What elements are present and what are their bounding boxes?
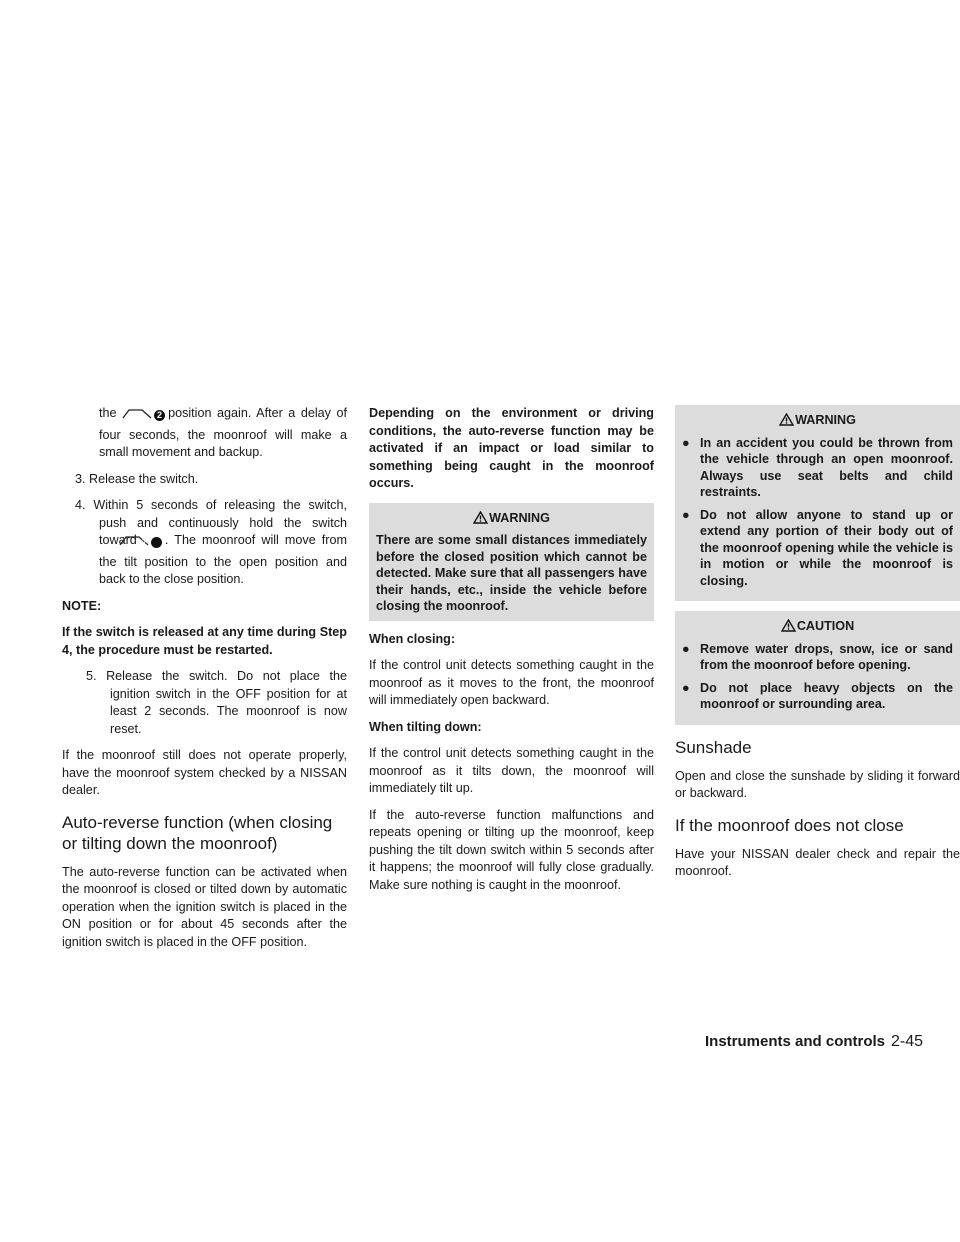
caution-triangle-icon [781,619,796,632]
note-text: If the switch is released at any time during Step 4, the procedure must be restarted. [62,625,347,657]
when-closing-label: When closing: [369,631,456,646]
list-item [682,641,953,674]
warning-box [369,503,654,621]
warning-heading [376,510,647,527]
note-label: NOTE: [62,598,102,613]
warning-box [675,405,960,601]
text: the [99,406,117,420]
page-number: 2-45 [891,1033,924,1050]
warning-title: WARNING [795,413,856,427]
bullet: ● [682,435,690,450]
caution-box [675,611,960,725]
column-right [675,405,960,890]
step-number-badge: 2 [151,537,162,548]
list-item [682,680,953,713]
tilt-direction-icon [122,407,152,427]
text: Do not allow anyone to stand up or extend any portion of their body out of the moonroof opening while the vehicle is in motion or while the moonroof is closing. [700,507,953,588]
step-3: 3. Release the switch. [75,471,199,486]
column-left [62,405,347,960]
step-4 [62,497,347,589]
footer-section-title: Instruments and controls [705,1033,886,1050]
caution-heading [682,618,953,635]
sunshade-text: Open and close the sunshade by sliding it forward or backward. [675,768,960,800]
text: Do not place heavy objects on the moonroof or surrounding area. [700,680,953,711]
list-item [682,507,953,590]
when-closing-text: If the control unit detects something caught in the moonroof as it moves to the front, the moonroof will immediately open backward. [369,658,654,707]
text: . The moonroof will move from the tilt position to the open position and back to the close position. [99,533,347,586]
bullet: ● [682,680,690,695]
text: In an accident you could be thrown from the vehicle through an open moonroof. Always use seat belts and child restraints. [700,435,953,499]
warning-heading [682,412,953,429]
warning-triangle-icon [473,511,488,524]
step-number-badge: 2 [154,410,165,421]
auto-reverse-paragraph: The auto-reverse function can be activated when the moonroof is closed or tilted down by automatic operation when the ignition switch is placed in the ON position or for about 45 seconds after the ignition switch is placed in the OFF position. [62,864,347,949]
step2-continuation [62,405,347,462]
malfunction-paragraph: If the auto-reverse function malfunctions and repeats opening or tilting up the moonroof, keep pushing the tilt down switch within 5 seconds after it happens; the moonroof will fully close gradually. Make sure nothing is caught in the moonroof. [369,807,654,892]
step-5: 5. Release the switch. Do not place the ignition switch in the OFF position for at least 2 seconds. The moonroof is now reset. [86,669,347,736]
text: 4. Within 5 seconds of releasing the switch, push and continuously hold the switch toward [75,498,347,547]
bullet: ● [682,641,690,656]
column-middle [369,405,654,903]
heading-auto-reverse: Auto-reverse function (when closing or tilting down the moonroof) [62,812,333,853]
conditions-paragraph: Depending on the environment or driving conditions, the auto-reverse function may be activated if an impact or load similar to something being caught in the moonroof occurs. [369,406,654,490]
bullet: ● [682,507,690,522]
page-footer [705,1033,923,1051]
dealer-paragraph: If the moonroof still does not operate properly, have the moonroof system checked by a NISSAN dealer. [62,748,347,797]
when-tilting-text: If the control unit detects something caught in the moonroof as it tilts down, the moonroof will immediately tilt up. [369,746,654,795]
heading-sunshade: Sunshade [675,737,752,757]
caution-title: CAUTION [796,619,855,633]
list-item [682,435,953,501]
when-tilting-label: When tilting down: [369,719,482,734]
warning-triangle-icon [779,413,794,426]
warning-text: There are some small distances immediately before the closed position which cannot be detected. Make sure that all passengers have their hands, etc., inside the vehicle before closing the moonroof. [376,533,647,613]
text: Remove water drops, snow, ice or sand from the moonroof before opening. [700,641,953,672]
heading-not-close: If the moonroof does not close [675,815,904,835]
warning-title: WARNING [489,510,550,525]
text: position again. After a delay of four seconds, the moonroof will make a small movement and backup. [99,406,348,459]
not-close-text: Have your NISSAN dealer check and repair the moonroof. [675,846,960,878]
